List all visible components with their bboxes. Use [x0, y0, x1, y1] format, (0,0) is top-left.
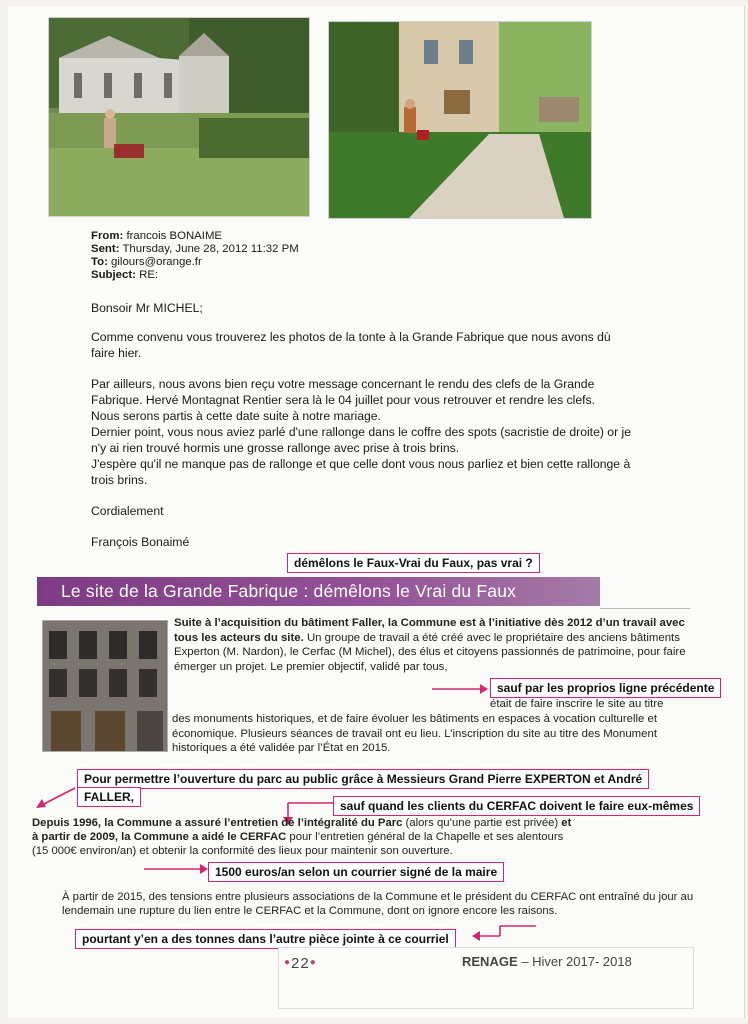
article-paragraph-1: Suite à l’acquisition du bâtiment Faller, la Commune est à l’initiative dès 2012 d’un travail avec tous les acteurs du site. Un groupe de travail a été créé avec le propriétaire des anciens bâtiments Experton (M. Nardon), le Cerfac (M Michel), des élus et citoyens passionnés de patrimoine, pour faire émerger un projet. Le premier objectif, validé par tous, [174, 617, 686, 673]
magazine-title: RENAGE – Hiver 2017- 2018 [462, 954, 632, 969]
article-paragraph-4: À partir de 2015, des tensions entre plusieurs associations de la Commune et le président du CERFAC ont entraîné du jour au lendemain une rupture du lien entre le CERFAC et la Commune, dont on ignore encore les raisons. [62, 891, 694, 917]
email-to-row: To: gilours@orange.fr [91, 256, 202, 268]
callout-1500-euros: 1500 euros/an selon un courrier signé de la maire [208, 862, 504, 882]
callout-faller: FALLER, [77, 787, 141, 807]
email-from-row: From: francois BONAIME [91, 230, 223, 242]
email-line: J'espère qu'il ne manque pas de rallonge et que celle dont vous nous parliez et bien cette rallonge à [91, 457, 631, 471]
email-paragraph-1: Comme convenu vous trouverez les photos de la tonte à la Grande Fabrique que nous avons dù faire hier. [91, 330, 611, 360]
email-message [91, 230, 671, 550]
email-sent-row: Sent: Thursday, June 28, 2012 11:32 PM [91, 243, 299, 255]
email-line: Dernier point, vous nous aviez parlé d'une rallonge dans le coffre des spots (sacristie de droite) or je [91, 425, 631, 439]
article-paragraph-3: Depuis 1996, la Commune a assuré l’entretien de l’intégralité du Parc (alors qu’une partie est privée) et à partir de 2009, la Commune a aidé le CERFAC pour l’entretien général de la Chapelle et ses alentours (15 000€ environ/an) et obtenir la conformité des lieux pour maintenir son ouverture. [32, 817, 572, 857]
email-line: Fabrique. Hervé Montagnat Rentier sera là le 04 juillet pour vous retrouver et rendre les clefs. [91, 393, 596, 407]
divider [600, 608, 690, 609]
arrow-icon [140, 862, 210, 876]
email-subject: RE: [139, 269, 159, 281]
arrow-icon [430, 681, 490, 697]
arrow-icon [470, 920, 540, 944]
callout-ouverture-parc: Pour permettre l’ouverture du parc au public grâce à Messieurs Grand Pierre EXPERTON et André [77, 769, 649, 789]
article-paragraph-2: des monuments historiques, et de faire évoluer les bâtiments en espaces à vocation culturelle et économique. Plusieurs séances de travail ont eu lieu. L’inscription du site au titre des Monument historiques a été validée par l’État en 2015. [172, 713, 658, 755]
email-signature: François Bonaimé [91, 535, 190, 549]
email-line: trois brins. [91, 473, 148, 487]
email-closing: Cordialement [91, 504, 164, 518]
email-greeting: Bonsoir Mr MICHEL; [91, 301, 203, 315]
chapel-photo [48, 17, 310, 217]
building-photo [328, 21, 592, 219]
section-banner: Le site de la Grande Fabrique : démêlons le Vrai du Faux [37, 577, 600, 606]
callout-clients-cerfac: sauf quand les clients du CERFAC doivent le faire eux-mêmes [333, 796, 700, 816]
callout-proprios: sauf par les proprios ligne précédente [490, 678, 721, 698]
building-thumbnail [42, 620, 168, 752]
arrow-icon [30, 784, 80, 814]
article-fragment: était de faire inscrire le site au titre [490, 698, 664, 710]
callout-tonnes: pourtant y’en a des tonnes dans l’autre pièce jointe à ce courriel [75, 929, 456, 949]
page-number: ●22● [284, 955, 317, 972]
callout-faux-vrai: démêlons le Faux-Vrai du Faux, pas vrai ? [287, 553, 540, 573]
email-from: francois BONAIME [126, 230, 223, 242]
email-line: Nous serons partis à cette date suite à notre mariage. [91, 409, 381, 423]
email-sent: Thursday, June 28, 2012 11:32 PM [122, 243, 299, 255]
email-line: n'y ai rien trouvé hormis une grosse rallonge avec prise à trois brins. [91, 441, 460, 455]
email-line: Par ailleurs, nous avons bien reçu votre message concernant le rendu des clefs de la Grande [91, 377, 595, 391]
email-subject-row: Subject: RE: [91, 269, 159, 281]
email-to: gilours@orange.fr [111, 256, 202, 268]
